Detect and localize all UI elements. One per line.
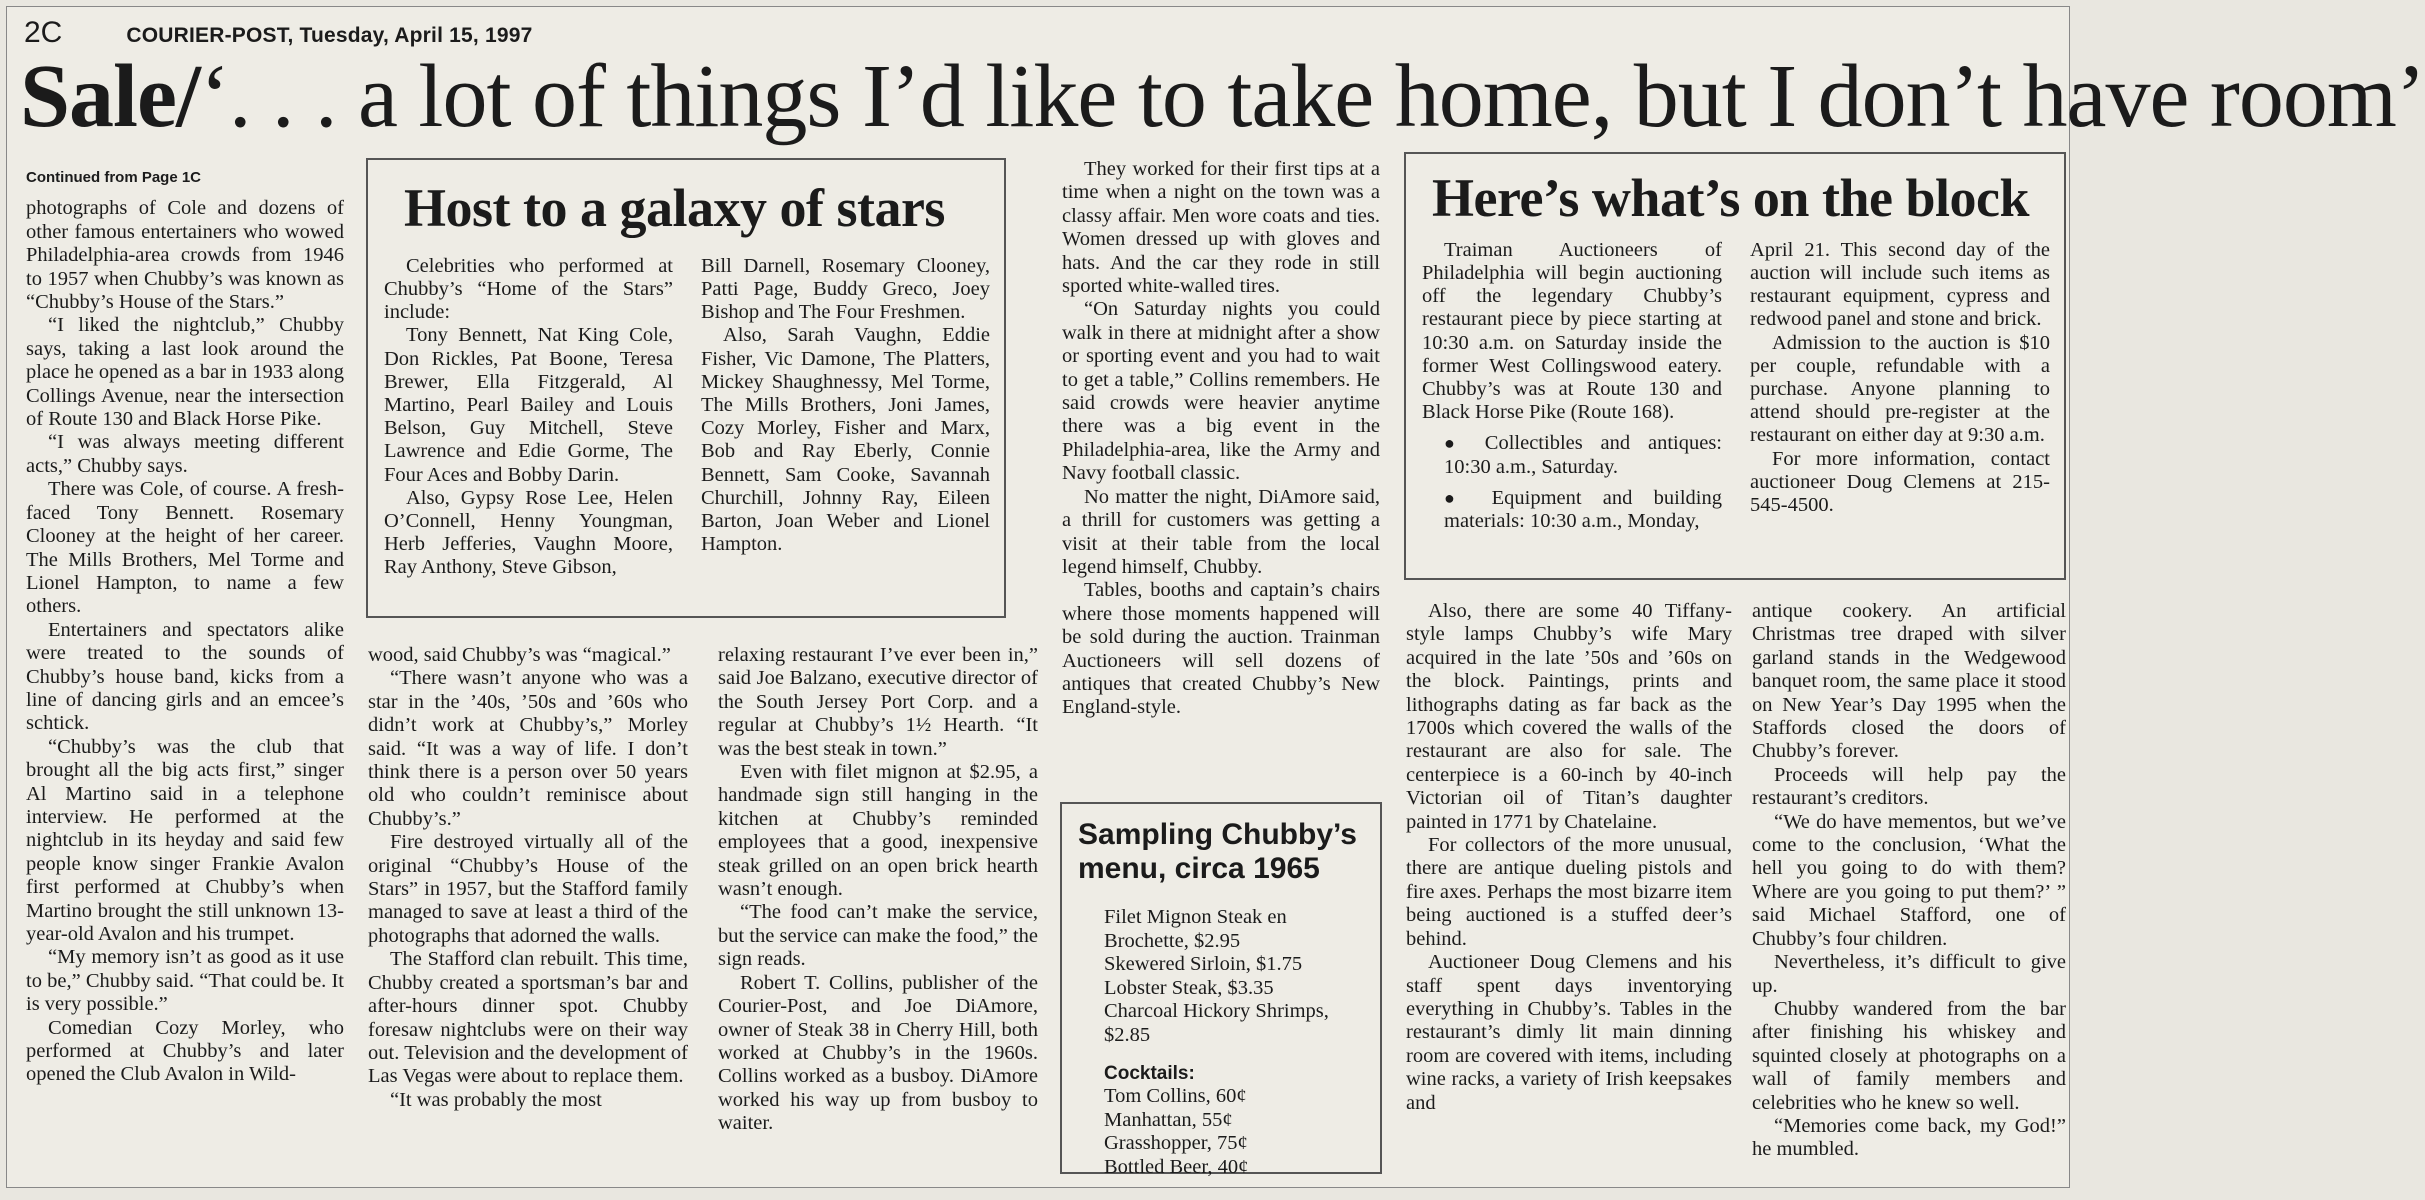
article-column-6 — [1752, 600, 2066, 1162]
menu-box-title: Sampling Chubby’s menu, circa 1965 — [1078, 818, 1357, 885]
paragraph: wood, said Chubby’s was “magical.” — [368, 644, 671, 666]
paragraph: April 21. This second day of the auction will include such items as restaurant equipment, cypress and redwood panel and stone and brick. — [1750, 238, 2050, 331]
paragraph: Even with filet mignon at $2.95, a handmade sign still hanging in the kitchen at Chubby’s reminded employees that a good, inexpensive steak grilled on an open brick hearth wasn’t enough. — [718, 761, 1038, 901]
headline — [20, 47, 2425, 146]
paragraph: Bill Darnell, Rosemary Clooney, Patti Page, Buddy Greco, Joey Bishop and The Four Freshmen. — [701, 254, 990, 324]
paragraph: Comedian Cozy Morley, who performed at Chubby’s and later opened the Club Avalon in Wild- — [26, 1016, 344, 1086]
paragraph: Nevertheless, it’s difficult to give up. — [1752, 951, 2066, 997]
page-number: 2C — [24, 16, 63, 49]
paragraph: “I liked the nightclub,” Chubby says, taking a last look around the place he opened as a bar in 1933 along Collings Avenue, near the intersection of Route 130 and Black Horse Pike. — [26, 314, 344, 431]
menu-item: Skewered Sirloin, $1.75 — [1104, 953, 1303, 975]
article-column-4 — [1062, 158, 1380, 720]
paragraph: “Memories come back, my God!” he mumbled. — [1752, 1114, 2066, 1161]
menu-item: Charcoal Hickory Shrimps, $2.85 — [1104, 1000, 1329, 1046]
paragraph: “On Saturday nights you could walk in there at midnight after a show or sporting event and you had to wait to get a table,” Collins remembers. He said crowds were heavier anytime there was a big event in the Philadelphia-area, like the Army and Navy football classic. — [1062, 298, 1380, 485]
paragraph: Proceeds will help pay the restaurant’s creditors. — [1752, 763, 2066, 810]
block-box-right — [1750, 239, 2050, 533]
cocktail-item: Manhattan, 55¢ — [1104, 1108, 1233, 1131]
cocktail-item: Tom Collins, 60¢ — [1104, 1085, 1247, 1107]
paragraph: Robert T. Collins, publisher of the Courier-Post, and Joe DiAmore, owner of Steak 38 in Cherry Hill, both worked at Chubby’s in the 1960s. Collins worked as a busboy. DiAmore worked his way up from busboy to waiter. — [718, 971, 1038, 1135]
headline-main: Sale/ — [20, 47, 201, 146]
paragraph: For more information, contact auctioneer Doug Clemens at 215-545-4500. — [1750, 447, 2050, 516]
paragraph: Chubby wandered from the bar after finishing his whiskey and squinted closely at photographs on a wall of family members and celebrities who he knew so well. — [1752, 997, 2066, 1114]
stars-box-left — [384, 255, 673, 580]
paragraph: “There wasn’t anyone who was a star in the ’40s, ’50s and ’60s who didn’t work at Chubby’s,” Morley said. “It was a way of life. I don’t think there is a person over 50 years old who couldn’t reminisce about Chubby’s.” — [368, 667, 688, 830]
paragraph: For collectors of the more unusual, there are antique dueling pistols and fire axes. Perhaps the most bizarre item being auctioned is a stuffed deer’s behind. — [1406, 834, 1732, 950]
paragraph: The Stafford clan rebuilt. This time, Chubby created a sportsman’s bar and after-hours dinner spot. Chubby foresaw nightclubs were on their way out. Television and the development of Las Vegas were about to replace them. — [368, 948, 688, 1088]
paragraph: Auctioneer Doug Clemens and his staff spent days inventorying everything in Chubby’s. Tables in the restaurant’s dimly lit main dinning room are covered with items, including wine racks, a variety of Irish keepsakes and — [1406, 951, 1732, 1114]
stars-box-columns — [384, 255, 990, 580]
paragraph: Traiman Auctioneers of Philadelphia will begin auctioning off the legendary Chubby’s restaurant piece by piece starting at 10:30 a.m. on Saturday inside the former West Collingswood eatery. Chubby’s was at Route 130 and Black Horse Pike (Route 168). — [1422, 238, 1722, 424]
paragraph: “The food can’t make the service, but the service can make the food,” the sign reads. — [718, 901, 1038, 971]
block-box-left — [1422, 239, 1722, 533]
paragraph: No matter the night, DiAmore said, a thrill for customers was getting a visit at their table from the local legend himself, Chubby. — [1062, 485, 1380, 578]
bullet-icon: ● — [1444, 487, 1492, 508]
paragraph: Entertainers and spectators alike were treated to the sounds of Chubby’s house band, kicks from a line of dancing girls and an emcee’s schtick. — [26, 618, 344, 735]
paragraph: “It was probably the most — [390, 1088, 602, 1111]
paragraph: antique cookery. An artificial Christmas tree draped with silver garland stands in the Wedgewood banquet room, the same place it stood on New Year’s Day 1995 when the Staffords closed the doors of Chubby’s forever. — [1752, 600, 2066, 763]
newspaper-page — [6, 6, 2425, 1188]
block-box-columns — [1422, 239, 2050, 533]
article-column-2 — [368, 644, 688, 1112]
paragraph: They worked for their first tips at a time when a night on the town was a classy affair. Men wore coats and ties. Women dressed up with gloves and hats. And the car they rode in still sported white-walled tires. — [1062, 158, 1380, 298]
article-column-1 — [26, 166, 344, 1087]
dateline: COURIER-POST, Tuesday, April 15, 1997 — [126, 24, 533, 47]
bullet-item: ● Collectibles and antiques: 10:30 a.m., Saturday. — [1444, 432, 1722, 478]
paragraph: Tony Bennett, Nat King Cole, Don Rickles, Pat Boone, Teresa Brewer, Ella Fitzgerald, Al Martino, Pearl Bailey and Louis Belson, Guy Mitchell, Steve Lawrence and Edie Gorme, The Four Aces and Bobby Darin. — [384, 324, 673, 486]
sidebar-box-stars — [366, 158, 1006, 618]
stars-box-title: Host to a galaxy of stars — [404, 178, 945, 238]
paragraph: Also, there are some 40 Tiffany-style lamps Chubby’s wife Mary acquired in the late ’50s and ’60s on the block. Paintings, prints and lithographs dating as far back as the 1700s which covered the walls of the restaurant are also for sale. The centerpiece is a 60-inch by 40-inch Victorian oil of Titan’s daughter painted in 1771 by Chatelaine. — [1406, 600, 1732, 833]
continued-from: Continued from Page 1C — [26, 169, 202, 186]
stars-box-right — [701, 255, 990, 580]
paragraph: Tables, booths and captain’s chairs where those moments happened will be sold during the auction. Trainman Auctioneers will sell dozens of antiques that created Chubby’s New England-style. — [1062, 579, 1380, 719]
paragraph: Fire destroyed virtually all of the original “Chubby’s House of the Stars” in 1957, but the Stafford family managed to save at least a third of the photographs that adorned the walls. — [368, 831, 688, 947]
paragraph: There was Cole, of course. A fresh-faced Tony Bennett. Rosemary Clooney at the height of her career. The Mills Brothers, Mel Torme and Lionel Hampton, to name a few others. — [26, 478, 344, 618]
paragraph: Also, Gypsy Rose Lee, Helen O’Connell, Henny Youngman, Herb Jefferies, Vaughn Moore, Ray Anthony, Steve Gibson, — [384, 486, 673, 579]
paragraph: Admission to the auction is $10 per couple, refundable with a purchase. Anyone planning to attend should pre-register at the restaurant on either day at 9:30 a.m. — [1750, 331, 2050, 447]
block-box-title: Here’s what’s on the block — [1432, 168, 2029, 228]
paragraph: “Chubby’s was the club that brought all the big acts first,” singer Al Martino said in a telephone interview. He performed at the nightclub in its heyday and said few people know singer Frankie Avalon first performed at Chubby’s when Martino brought the still unknown 13-year-old Avalon and his trumpet. — [26, 735, 344, 945]
bullet-item: ● Equipment and building materials: 10:30 a.m., Monday, — [1444, 486, 1722, 532]
sidebar-box-block — [1404, 152, 2066, 580]
paragraph: relaxing restaurant I’ve ever been in,” said Joe Balzano, executive director of the South Jersey Port Corp. and a regular at Chubby’s 1½ Hearth. “It was the best steak in town.” — [718, 644, 1038, 760]
paragraph: “My memory isn’t as good as it use to be,” Chubby said. “That could be. It is very possible.” — [26, 946, 344, 1016]
paragraph: photographs of Cole and dozens of other famous entertainers who wowed Philadelphia-area crowds from 1946 to 1957 when Chubby’s was known as “Chubby’s House of the Stars.” — [26, 197, 344, 314]
article-column-5 — [1406, 600, 1732, 1115]
cocktail-item: Bottled Beer, 40¢ — [1104, 1155, 1249, 1178]
paragraph: Celebrities who performed at Chubby’s “Home of the Stars” include: — [384, 254, 673, 324]
menu-item: Filet Mignon Steak en Brochette, $2.95 — [1104, 906, 1287, 952]
headline-quote: ‘. . . a lot of things I’d like to take home, but I don’t have room’ — [200, 47, 2425, 146]
cocktails-heading: Cocktails: — [1104, 1063, 1195, 1084]
cocktail-item: Grasshopper, 75¢ — [1104, 1132, 1248, 1154]
paragraph: Also, Sarah Vaughn, Eddie Fisher, Vic Damone, The Platters, Mickey Shaughnessy, Mel Torme, The Mills Brothers, Joni James, Cozy Morley, Fisher and Marx, Bob and Ray Eberly, Connie Bennett, Sam Cooke, Savannah Churchill, Johnny Ray, Eileen Barton, Joan Weber and Lionel Hampton. — [701, 324, 990, 556]
article-column-3 — [718, 644, 1038, 1136]
sidebar-box-menu — [1060, 802, 1382, 1178]
menu-item: Lobster Steak, $3.35 — [1104, 976, 1274, 999]
bullet-icon: ● — [1444, 433, 1485, 454]
paragraph: “We do have mementos, but we’ve come to the conclusion, ‘What the hell you going to do with them? Where are you going to put them?’ ” said Michael Stafford, one of Chubby’s four children. — [1752, 810, 2066, 950]
paragraph: “I was always meeting different acts,” Chubby says. — [26, 431, 344, 477]
